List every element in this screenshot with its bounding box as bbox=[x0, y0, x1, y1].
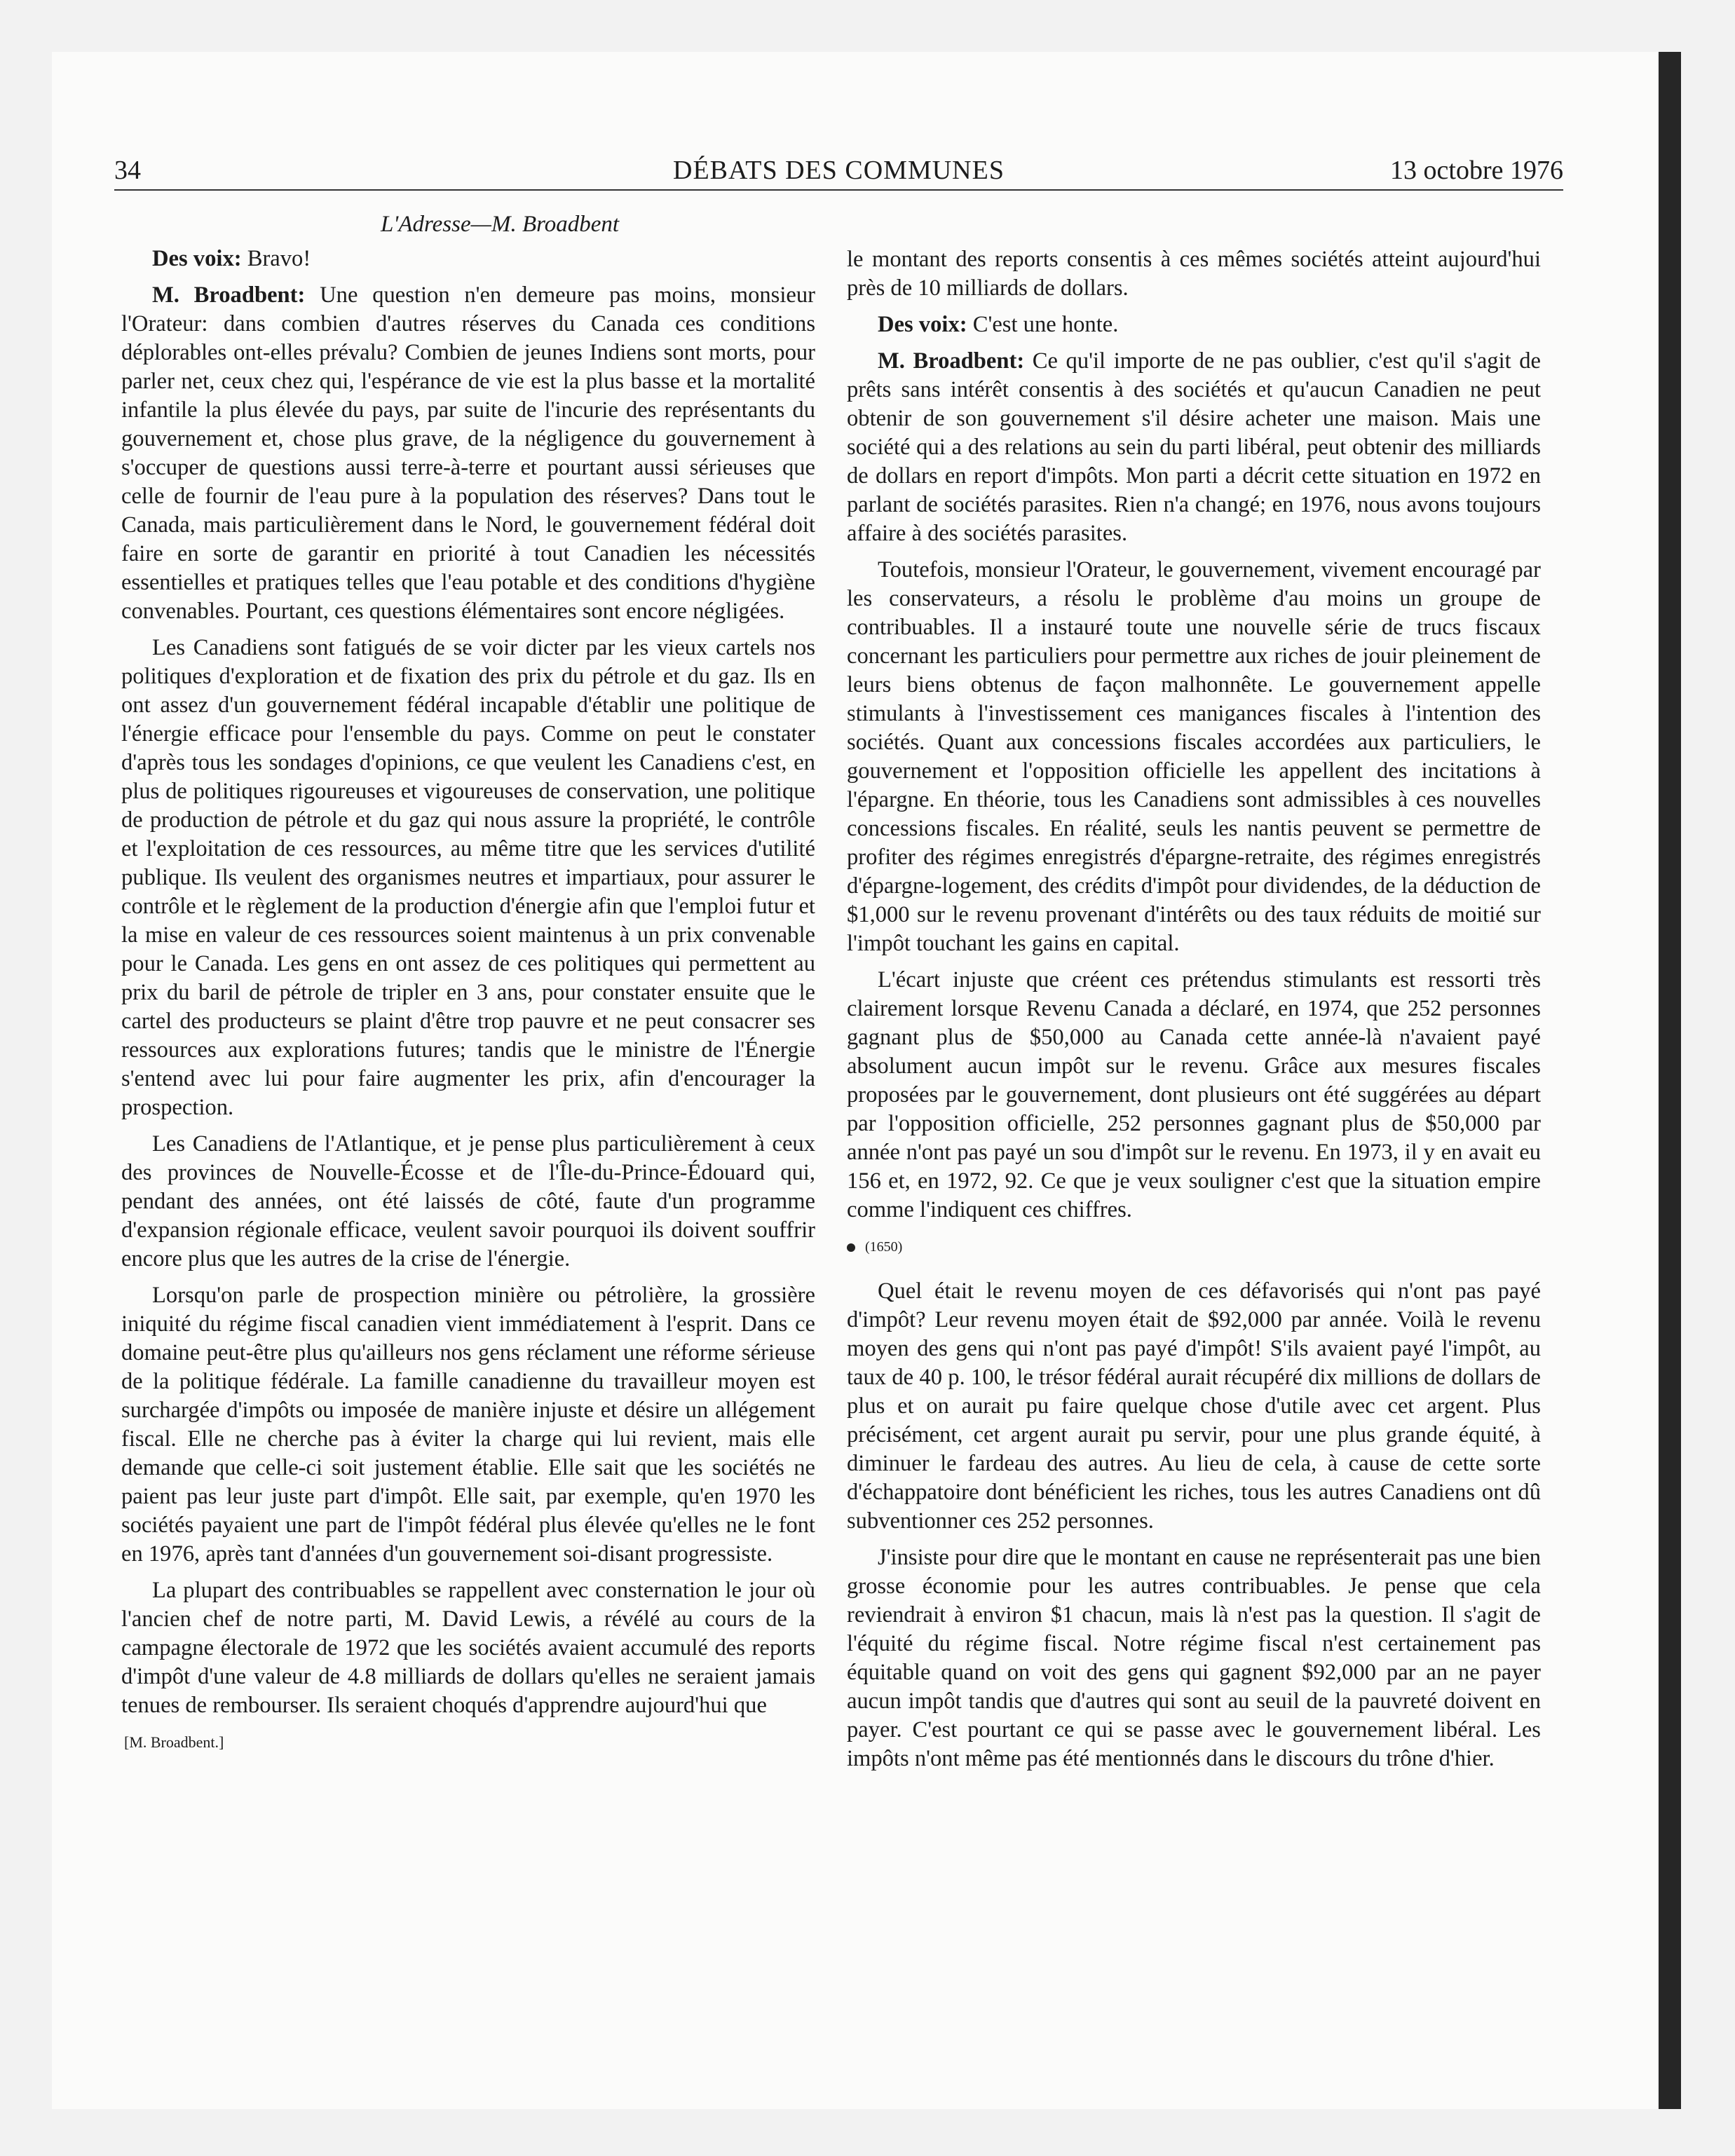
paragraph-text: Les Canadiens sont fatigués de se voir dicter par les vieux cartels nos politiques d'exploration et de fixation des prix du pétrole et du gaz. Ils en ont assez d'un gouvernement fédéral incapable d'établir une politique de l'énergie efficace pour l'ensemble du pays. Comme on peut le constater d'après tous les sondages d'opinions, ce que veulent les Canadiens c'est, en plus de politiques rigoureuses et vigoureuses de conservation, une politique de production de pétrole et du gaz qui nous assure la propriété, le contrôle et l'exploitation de ces ressources, au même titre que les services d'utilité publique. Ils veulent des organismes neutres et impartiaux, pour assurer le contrôle et le règlement de la production d'énergie afin que l'emploi futur et la mise en valeur de ces ressources soient maintenus à un prix convenable pour le Canada. Les gens en ont assez de ces politiques qui permettent au prix du baril de pétrole de tripler en 3 ans, pour constater ensuite que le cartel des producteurs se plaint d'être trop pauvre et ne peut consacrer ses ressources aux explorations futures; tandis que le ministre de l'Énergie s'entend avec lui pour faire augmenter les prix, afin d'encourager la prospection. bbox=[121, 635, 815, 1120]
paragraph-text: La plupart des contribuables se rappellent avec consternation le jour où l'ancien chef de notre parti, M. David Lewis, a révélé au cours de la campagne électorale de 1972 que les sociétés avaient accumulé des reports d'impôt d'une valeur de 4.8 milliards de dollars qu'elles ne seraient jamais tenues de rembourser. Ils seraient choqués d'apprendre aujourd'hui que bbox=[121, 1578, 815, 1718]
paragraph bbox=[121, 1281, 815, 1569]
paragraph-text: le montant des reports consentis à ces mêmes sociétés atteint aujourd'hui près de 10 milliards de dollars. bbox=[847, 247, 1541, 301]
paragraph bbox=[847, 1543, 1541, 1773]
paragraph-text: C'est une honte. bbox=[967, 312, 1119, 337]
page-header bbox=[114, 155, 1563, 191]
publication-date: 13 octobre 1976 bbox=[1390, 156, 1563, 185]
time-marker-label: (1650) bbox=[865, 1239, 903, 1255]
paragraph-text: Toutefois, monsieur l'Orateur, le gouvernement, vivement encouragé par les conservateurs, a résolu le problème d'au moins un groupe de contribuables. Il a instauré toute une nouvelle série de trucs fiscaux concernant les particuliers pour permettre aux riches de jouir pleinement de leurs biens obtenus de façon malhonnête. Le gouvernement appelle stimulants à l'investissement ces manigances fiscales à l'intention des sociétés. Quant aux concessions fiscales accordées aux particuliers, le gouvernement et l'opposition officielle les appellent des incitations à l'épargne. En théorie, tous les Canadiens sont admissibles à ces nouvelles concessions fiscales. En réalité, seuls les nantis peuvent se permettre de profiter des régimes enregistrés d'épargne-retraite, des régimes enregistrés d'épargne-logement, des crédits d'impôt pour dividendes, de la déduction de $1,000 sur le revenu provenant d'intérêts ou des taux réduits de moitié sur l'impôt touchant les gains en capital. bbox=[847, 557, 1541, 956]
header-rule bbox=[114, 189, 1563, 191]
paragraph bbox=[847, 245, 1541, 303]
speaker-name: Des voix: bbox=[152, 246, 242, 271]
speaker-name: Des voix: bbox=[878, 312, 967, 337]
speaker-name: M. Broadbent: bbox=[152, 282, 306, 308]
paragraph bbox=[121, 1576, 815, 1720]
paragraph-text: Les Canadiens de l'Atlantique, et je pense plus particulièrement à ceux des provinces de Nouvelle-Écosse et de l'Île-du-Prince-Édouard qui, pendant des années, ont été laissés de côté, faute d'un programme d'expansion régionale efficace, veulent savoir pourquoi ils doivent souffrir encore plus que les autres de la crise de l'énergie. bbox=[121, 1131, 815, 1271]
right-column bbox=[847, 245, 1541, 1781]
paragraph bbox=[847, 347, 1541, 548]
right-paragraphs-before-marker bbox=[847, 245, 1541, 1224]
left-column bbox=[121, 210, 815, 1764]
paragraph-text: Quel était le revenu moyen de ces défavorisés qui n'ont pas payé d'impôt? Leur revenu moyen était de $92,000 par année. Voilà le revenu moyen des gens qui n'ont pas payé d'impôt! S'ils avaient payé l'impôt, au taux de 40 p. 100, le trésor fédéral aurait récupéré dix millions de dollars de plus et on aurait pu faire quelque chose d'utile avec cet argent. Plus précisément, cet argent aurait pu servir, pour une plus grande équité, à diminuer le fardeau des autres. Au lieu de cela, à cause de cette sorte d'échappatoire dont bénéficient les riches, tous les autres Canadiens ont dû subventionner ces 252 personnes. bbox=[847, 1278, 1541, 1534]
left-paragraphs bbox=[121, 245, 815, 1720]
paragraph bbox=[121, 281, 815, 626]
speaker-note: [M. Broadbent.] bbox=[124, 1733, 224, 1751]
publication-title: DÉBATS DES COMMUNES bbox=[673, 156, 1005, 185]
right-paragraphs-after-marker bbox=[847, 1277, 1541, 1773]
paragraph-text: Lorsqu'on parle de prospection minière ou pétrolière, la grossière iniquité du régime fiscal canadien vient immédiatement à l'esprit. Dans ce domaine peut-être plus qu'ailleurs nos gens réclament une réforme sérieuse de la politique fédérale. La famille canadienne du travailleur moyen est surchargée d'impôts ou imposée de manière injuste et désire un allégement fiscal. Elle ne cherche pas à éviter la charge qui lui revient, mais elle demande que celle-ci soit justement établie. Elle sait que les sociétés ne paient pas leur juste part d'impôt. Elle sait, par exemple, qu'en 1970 les sociétés payaient une part de l'impôt fédéral plus élevée qu'elles ne le font en 1976, après tant d'années d'un gouvernement soi-disant progressiste. bbox=[121, 1283, 815, 1567]
paragraph bbox=[847, 966, 1541, 1224]
paragraph bbox=[121, 1130, 815, 1274]
paragraph-text: Ce qu'il importe de ne pas oublier, c'est qu'il s'agit de prêts sans intérêt consentis à des sociétés et qu'aucun Canadien ne peut obtenir de son gouvernement s'il désire acheter une maison. Mais une société qui a des relations au sein du parti libéral, peut obtenir des milliards de dollars en report d'impôts. Mon parti a décrit cette situation en 1972 en parlant de sociétés parasites. Rien n'a changé; en 1976, nous avons toujours affaire à des sociétés parasites. bbox=[847, 348, 1542, 546]
paragraph-text: J'insiste pour dire que le montant en cause ne représenterait pas une bien grosse économie pour les autres contribuables. Je pense que cela reviendrait à environ $1 chacun, mais là n'est pas la question. Il s'agit de l'équité du régime fiscal. Notre régime fiscal n'est certainement pas équitable quand on voit des gens qui gagnent $92,000 par an ne payer aucun impôt tandis que d'autres qui sont au seuil de la pauvreté doivent en payer. C'est pourtant ce qui se passe avec le gouvernement libéral. Les impôts n'ont même pas été mentionnés dans le discours du trône d'hier. bbox=[847, 1545, 1541, 1771]
time-marker bbox=[847, 1233, 1541, 1262]
paragraph-text: Bravo! bbox=[241, 246, 311, 271]
page-number: 34 bbox=[114, 156, 141, 185]
bullet-icon bbox=[847, 1243, 855, 1252]
paragraph-text: Une question n'en demeure pas moins, monsieur l'Orateur: dans combien d'autres réserves du Canada ces conditions déplorables ont-elles prévalu? Combien de jeunes Indiens sont morts, pour parler net, ceux chez qui, l'espérance de vie est la plus basse et la mortalité infantile la plus élevée du pays, par suite de l'incurie des représentants du gouvernement et, chose plus grave, de la négligence du gouvernement à s'occuper de questions aussi terre-à-terre et pourtant aussi sérieuses que celle de fournir de l'eau pure à la population des réserves? Dans tout le Canada, mais particulièrement dans le Nord, le gouvernement fédéral doit faire en sorte de garantir en priorité à tout Canadien les nécessités essentielles et pratiques telles que l'eau potable et des conditions d'hygiène convenables. Pourtant, ces questions élémentaires sont encore négligées. bbox=[121, 282, 816, 624]
paragraph bbox=[121, 245, 815, 273]
paragraph-text: L'écart injuste que créent ces prétendus stimulants est ressorti très clairement lorsque Revenu Canada a déclaré, en 1974, que 252 personnes gagnant plus de $50,000 au Canada cette année-là n'avaient payé absolument aucun impôt sur le revenu. Grâce aux mesures fiscales proposées par le gouvernement, dont plusieurs ont été suggérées au départ par l'opposition officielle, 252 personnes gagnant plus de $50,000 par année n'ont pas payé un sou d'impôt sur le revenu. En 1973, il y en avait eu 156 et, en 1972, 92. Ce que je veux souligner c'est que la situation empire comme l'indiquent ces chiffres. bbox=[847, 967, 1541, 1222]
paragraph bbox=[121, 634, 815, 1122]
paragraph bbox=[847, 1277, 1541, 1536]
section-heading: L'Adresse—M. Broadbent bbox=[380, 212, 620, 237]
paragraph bbox=[847, 311, 1541, 339]
paragraph bbox=[847, 556, 1541, 958]
speaker-name: M. Broadbent: bbox=[878, 348, 1025, 374]
scan-edge-strip bbox=[1659, 52, 1681, 2109]
